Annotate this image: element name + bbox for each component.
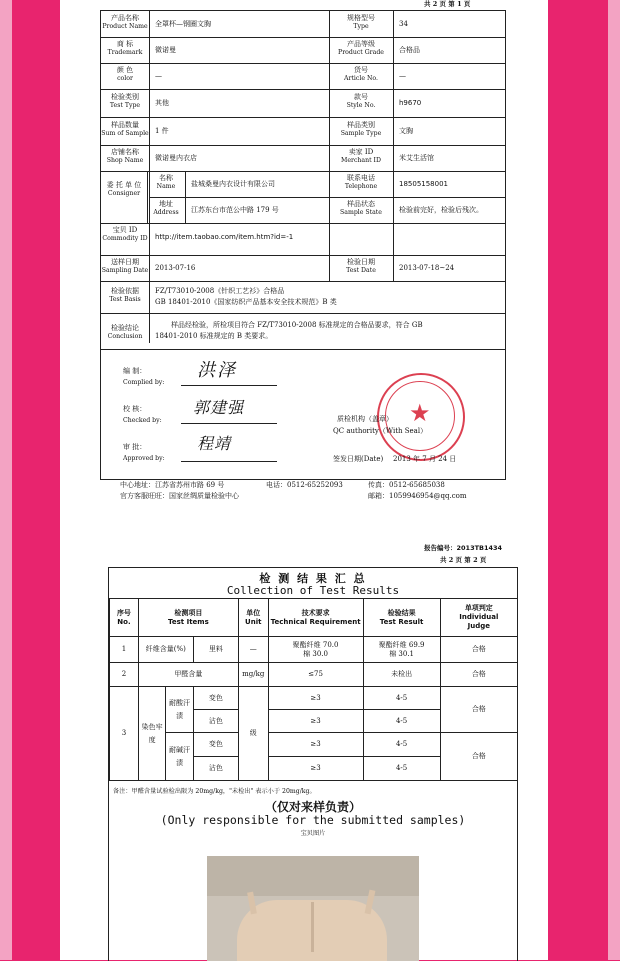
value-sampling-date: 2013-07-16 <box>155 264 196 272</box>
checked-label: 校 核： <box>123 405 147 413</box>
label-style: 款号 Style No. <box>346 93 376 109</box>
value-conclusion-2: 18401-2010 标准规定的 B 类要求。 <box>155 332 273 340</box>
table-row: 耐碱汗渍 变色 ≥3 4-5 合格 <box>110 733 518 757</box>
value-merchant: 米艾生活馆 <box>399 154 434 162</box>
qc-label-en: QC authority（With Seal） <box>333 427 428 435</box>
report-form <box>100 10 506 480</box>
results-title-en: Collection of Test Results <box>226 584 400 597</box>
results-table <box>109 598 518 781</box>
value-shop: 微诺曼内衣店 <box>155 154 197 162</box>
approved-label-en: Approved by: <box>123 455 165 462</box>
right-decor-band <box>608 0 620 960</box>
label-article: 货号 Article No. <box>344 66 378 82</box>
footer-service: 官方客服旺旺：国家丝绸质量检验中心 <box>120 492 239 500</box>
value-address: 江苏东台市范公中路 179 号 <box>191 206 279 214</box>
footer-address: 中心地址：江苏省苏州市路 69 号 <box>120 481 225 489</box>
results-title: 检 测 结 果 汇 总 <box>259 572 367 585</box>
report-paper <box>60 0 548 960</box>
footer-email: 邮箱：1059946954@qq.com <box>368 492 467 500</box>
value-sum-sample: 1 件 <box>155 127 169 135</box>
label-sample-type: 样品类别 Sample Type <box>340 121 382 137</box>
value-grade: 合格品 <box>399 46 420 54</box>
label-commodity: 宝贝 ID Commodity ID <box>102 226 148 242</box>
page-indicator-2: 共 2 页 第 2 页 <box>440 556 487 564</box>
value-test-type: 其他 <box>155 99 169 107</box>
qc-label: 质检机构（盖章） <box>337 415 393 423</box>
label-basis: 检验依据 Test Basis <box>109 287 141 303</box>
label-trademark: 商 标 Trademark <box>107 40 143 56</box>
footer-fax: 传真：0512-65685038 <box>368 481 445 489</box>
value-article: — <box>399 72 406 80</box>
value-test-date: 2013-07-18~24 <box>399 264 455 272</box>
table-row: 2 甲醛含量 mg/kg ≤75 未检出 合格 <box>110 663 518 687</box>
value-name: 盐城桑曼内衣设计有限公司 <box>191 180 275 188</box>
disclaimer-en: (Only responsible for the submitted samples) <box>160 813 466 827</box>
results-form <box>108 567 518 961</box>
label-merchant: 卖家 ID Merchant ID <box>341 148 381 164</box>
results-header-row: 序号 No. 检测项目 Test Items 单位 Unit 技术要求 Technical Requirement 检验结果 Test Result 单项判定 Individual Judge <box>110 599 518 637</box>
approved-signature: 程靖 <box>197 434 232 453</box>
report-number: 报告编号：2013TB1434 <box>424 544 503 552</box>
table-row: 沾色 ≥3 4-5 <box>110 710 518 733</box>
table-row: 沾色 ≥3 4-5 <box>110 757 518 781</box>
label-name: 名称 Name <box>156 174 176 190</box>
photo-caption: 宝贝图片 <box>300 830 326 837</box>
value-basis-2: GB 18401-2010《国家纺织产品基本安全技术规范》B 类 <box>155 298 337 306</box>
value-spec: 34 <box>399 20 408 28</box>
value-trademark: 微诺曼 <box>155 46 176 54</box>
left-decor-band <box>0 0 12 960</box>
label-conclusion: 检验结论 Conclusion <box>107 324 143 340</box>
table-row: 3 染色牢度 耐酸汗渍 变色 级 ≥3 4-5 合格 <box>110 687 518 710</box>
compiled-label-en: Complied by: <box>123 379 165 386</box>
compiled-label: 编 制： <box>123 367 147 375</box>
label-color: 颜 色 color <box>116 66 134 82</box>
label-sum-sample: 样品数量 Sum of Sample <box>101 121 149 137</box>
label-product-name: 产品名称 Product Name <box>102 14 148 30</box>
label-sampling-date: 送样日期 Sampling Date <box>101 258 149 274</box>
label-test-date: 检验日期 Test Date <box>346 258 376 274</box>
value-color: — <box>155 72 162 80</box>
label-sample-state: 样品状态 Sample State <box>340 200 382 216</box>
value-phone: 18505158001 <box>399 180 448 188</box>
value-conclusion-1: 样品经检验，所检项目符合 FZ/T73010-2008 标准规定的合格品要求，符合 GB <box>171 321 423 329</box>
label-spec: 规格型号 Type <box>347 14 375 30</box>
value-sample-state: 检验前完好，检验后残次。 <box>399 206 483 214</box>
product-photo <box>207 856 419 961</box>
label-consigner: 委 托 单 位 Consigner <box>106 181 142 197</box>
disclaimer-cn: （仅对来样负责） <box>264 800 361 814</box>
label-phone: 联系电话 Telephone <box>344 174 378 190</box>
issue-date-label: 签发日期(Date) <box>333 455 384 463</box>
table-row: 1 纤维含量(%) 里料 — 聚酯纤维 70.0 棉 30.0 聚酯纤维 69.9 棉 30.1 合格 <box>110 637 518 663</box>
value-commodity-link[interactable]: http://item.taobao.com/item.htm?id=-1 <box>155 233 294 241</box>
value-sample-type: 文胸 <box>399 127 413 135</box>
approved-label: 审 批： <box>123 443 147 451</box>
page-indicator: 共 2 页 第 1 页 <box>424 0 471 8</box>
footer-tel: 电话：0512-65252093 <box>266 481 343 489</box>
results-note: 备注：甲醛含量试验检出限为 20mg/kg，"未检出" 表示小于 20mg/kg。 <box>113 788 316 795</box>
label-shop: 店铺名称 Shop Name <box>106 148 144 164</box>
issue-date-value: 2013 年 7 月 24 日 <box>393 455 457 463</box>
label-test-type: 检验类别 Test Type <box>109 93 141 109</box>
seal-star-icon: ★ <box>409 399 431 427</box>
value-basis-1: FZ/T73010-2008《针织工艺衫》合格品 <box>155 287 285 295</box>
checked-label-en: Checked by: <box>123 417 162 424</box>
label-address: 地址 Address <box>153 200 179 216</box>
value-product-name: 全罩杯—钢圈文胸 <box>155 20 211 28</box>
value-style: h9670 <box>399 99 422 107</box>
label-grade: 产品等级 Product Grade <box>338 40 384 56</box>
checked-signature: 郭建强 <box>193 398 245 417</box>
compiled-signature: 洪泽 <box>197 360 237 381</box>
